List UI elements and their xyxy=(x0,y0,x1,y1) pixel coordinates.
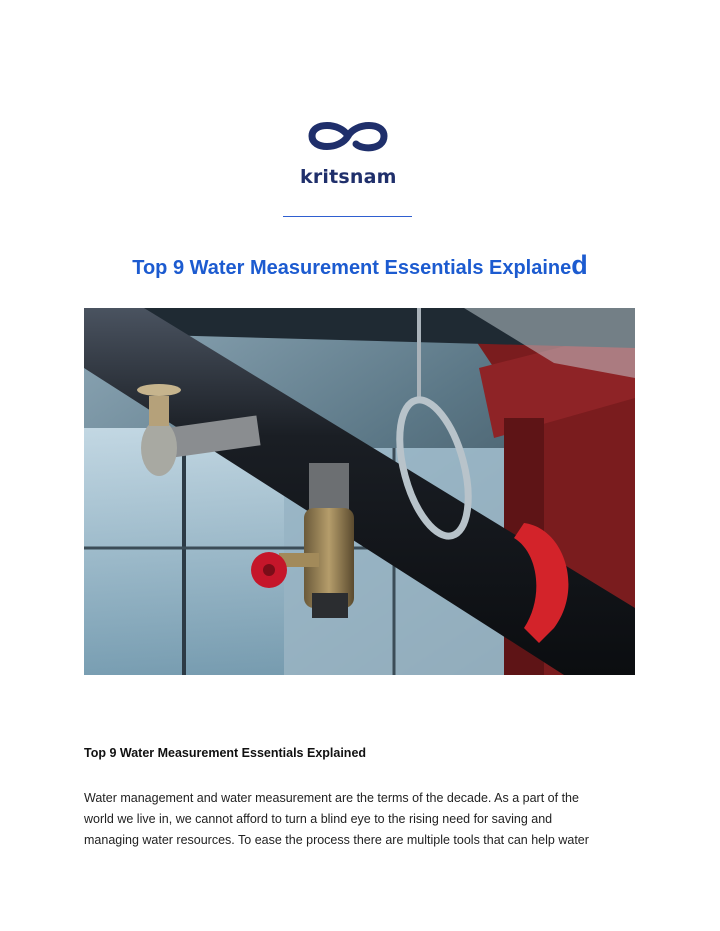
body-line: managing water resources. To ease the process there are multiple tools that can help water xyxy=(84,833,589,847)
title-tail: d xyxy=(571,250,588,280)
pipe-valve-photo-icon xyxy=(84,308,635,675)
divider xyxy=(283,216,412,217)
title-main: Top 9 Water Measurement Essentials Explaine xyxy=(132,257,572,279)
article-heading: Top 9 Water Measurement Essentials Explained xyxy=(84,746,367,760)
body-line: Water management and water measurement are the terms of the decade. As a part of the xyxy=(84,791,579,805)
article-body xyxy=(84,788,624,851)
page-title xyxy=(0,250,720,281)
hero-photo xyxy=(84,308,635,675)
body-line: world we live in, we cannot afford to turn a blind eye to the rising need for saving and xyxy=(84,812,553,826)
brand-name: kritsnam xyxy=(300,166,397,188)
